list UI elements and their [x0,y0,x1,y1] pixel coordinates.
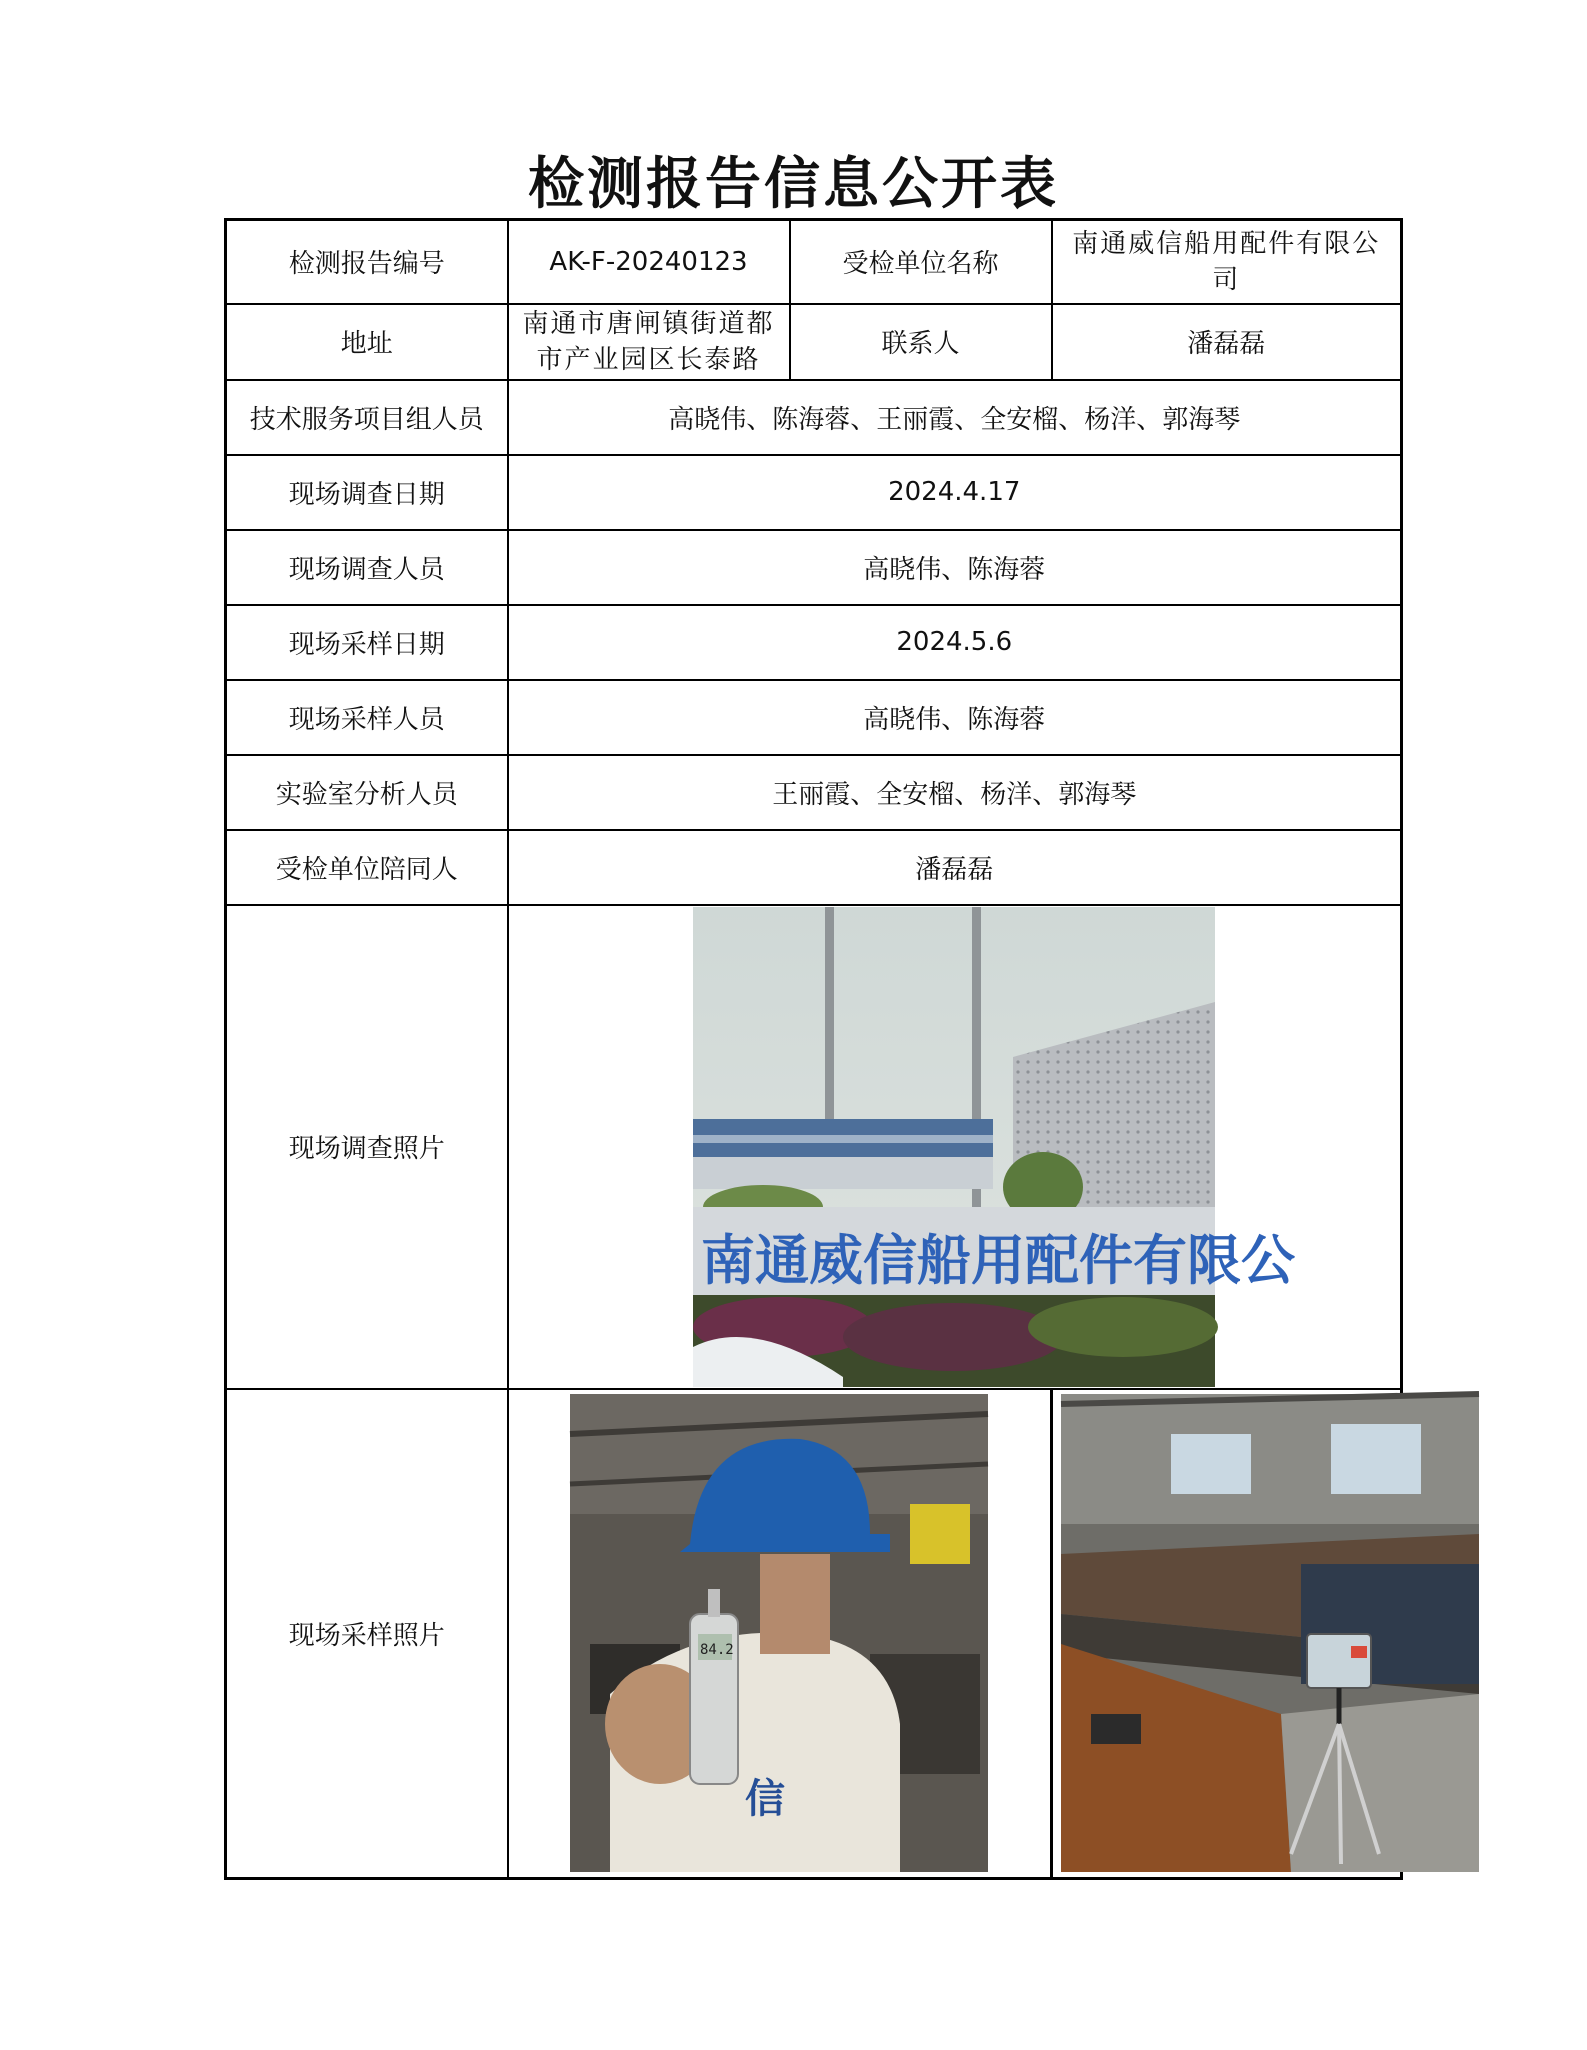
page-title: 检测报告信息公开表 [528,151,1059,217]
team-value: 高晓伟、陈海蓉、王丽霞、全安榴、杨洋、郭海琴 [508,380,1402,455]
table-row [226,680,1402,755]
contact-label: 联系人 [790,304,1052,380]
table-row [226,455,1402,530]
report-no-label: 检测报告编号 [226,220,508,304]
sampling-photo-equipment-image [1061,1394,1479,1872]
escort-label: 受检单位陪同人 [226,830,508,905]
unit-name-value: 南通威信船用配件有限公司 [1052,220,1402,304]
table-row [226,755,1402,830]
survey-photo-image [693,907,1296,1387]
table-row [226,304,1402,380]
sampling-photo-worker [570,1394,988,1872]
table-row [226,605,1402,680]
survey-date-value: 2024.4.17 [508,455,1402,530]
meter-reading: 84.2 [700,1642,734,1659]
table-row [226,905,1402,1389]
table-row [226,830,1402,905]
report-no-value: AK-F-20240123 [508,220,790,304]
report-info-table [224,218,1403,1880]
lab-staff-value: 王丽霞、全安榴、杨洋、郭海琴 [508,755,1402,830]
address-label: 地址 [226,304,508,380]
table-row [226,1389,1402,1879]
address-value: 南通市唐闸镇街道都市产业园区长泰路 [508,304,790,380]
sampling-staff-label: 现场采样人员 [226,680,508,755]
sampling-photo-right-cell [1052,1389,1402,1879]
lab-staff-label: 实验室分析人员 [226,755,508,830]
sampling-photo-label: 现场采样照片 [226,1389,508,1879]
table-row [226,220,1402,304]
survey-staff-value: 高晓伟、陈海蓉 [508,530,1402,605]
sampling-staff-value: 高晓伟、陈海蓉 [508,680,1402,755]
escort-value: 潘磊磊 [508,830,1402,905]
sampling-date-value: 2024.5.6 [508,605,1402,680]
table-row [226,380,1402,455]
contact-value: 潘磊磊 [1052,304,1402,380]
sampling-photo-left-cell [508,1389,1052,1879]
survey-photo [693,907,1296,1387]
sampling-photo-equipment [1061,1394,1479,1872]
sampling-photo-worker-image [570,1394,988,1872]
unit-name-label: 受检单位名称 [790,220,1052,304]
survey-photo-label: 现场调查照片 [226,905,508,1389]
shirt-text-2: 信 [745,1775,786,1823]
team-label: 技术服务项目组人员 [226,380,508,455]
survey-date-label: 现场调查日期 [226,455,508,530]
sampling-date-label: 现场采样日期 [226,605,508,680]
survey-photo-cell [508,905,1402,1389]
sign-text: 南通威信船用配件有限公 [701,1228,1296,1292]
survey-staff-label: 现场调查人员 [226,530,508,605]
table-row [226,530,1402,605]
